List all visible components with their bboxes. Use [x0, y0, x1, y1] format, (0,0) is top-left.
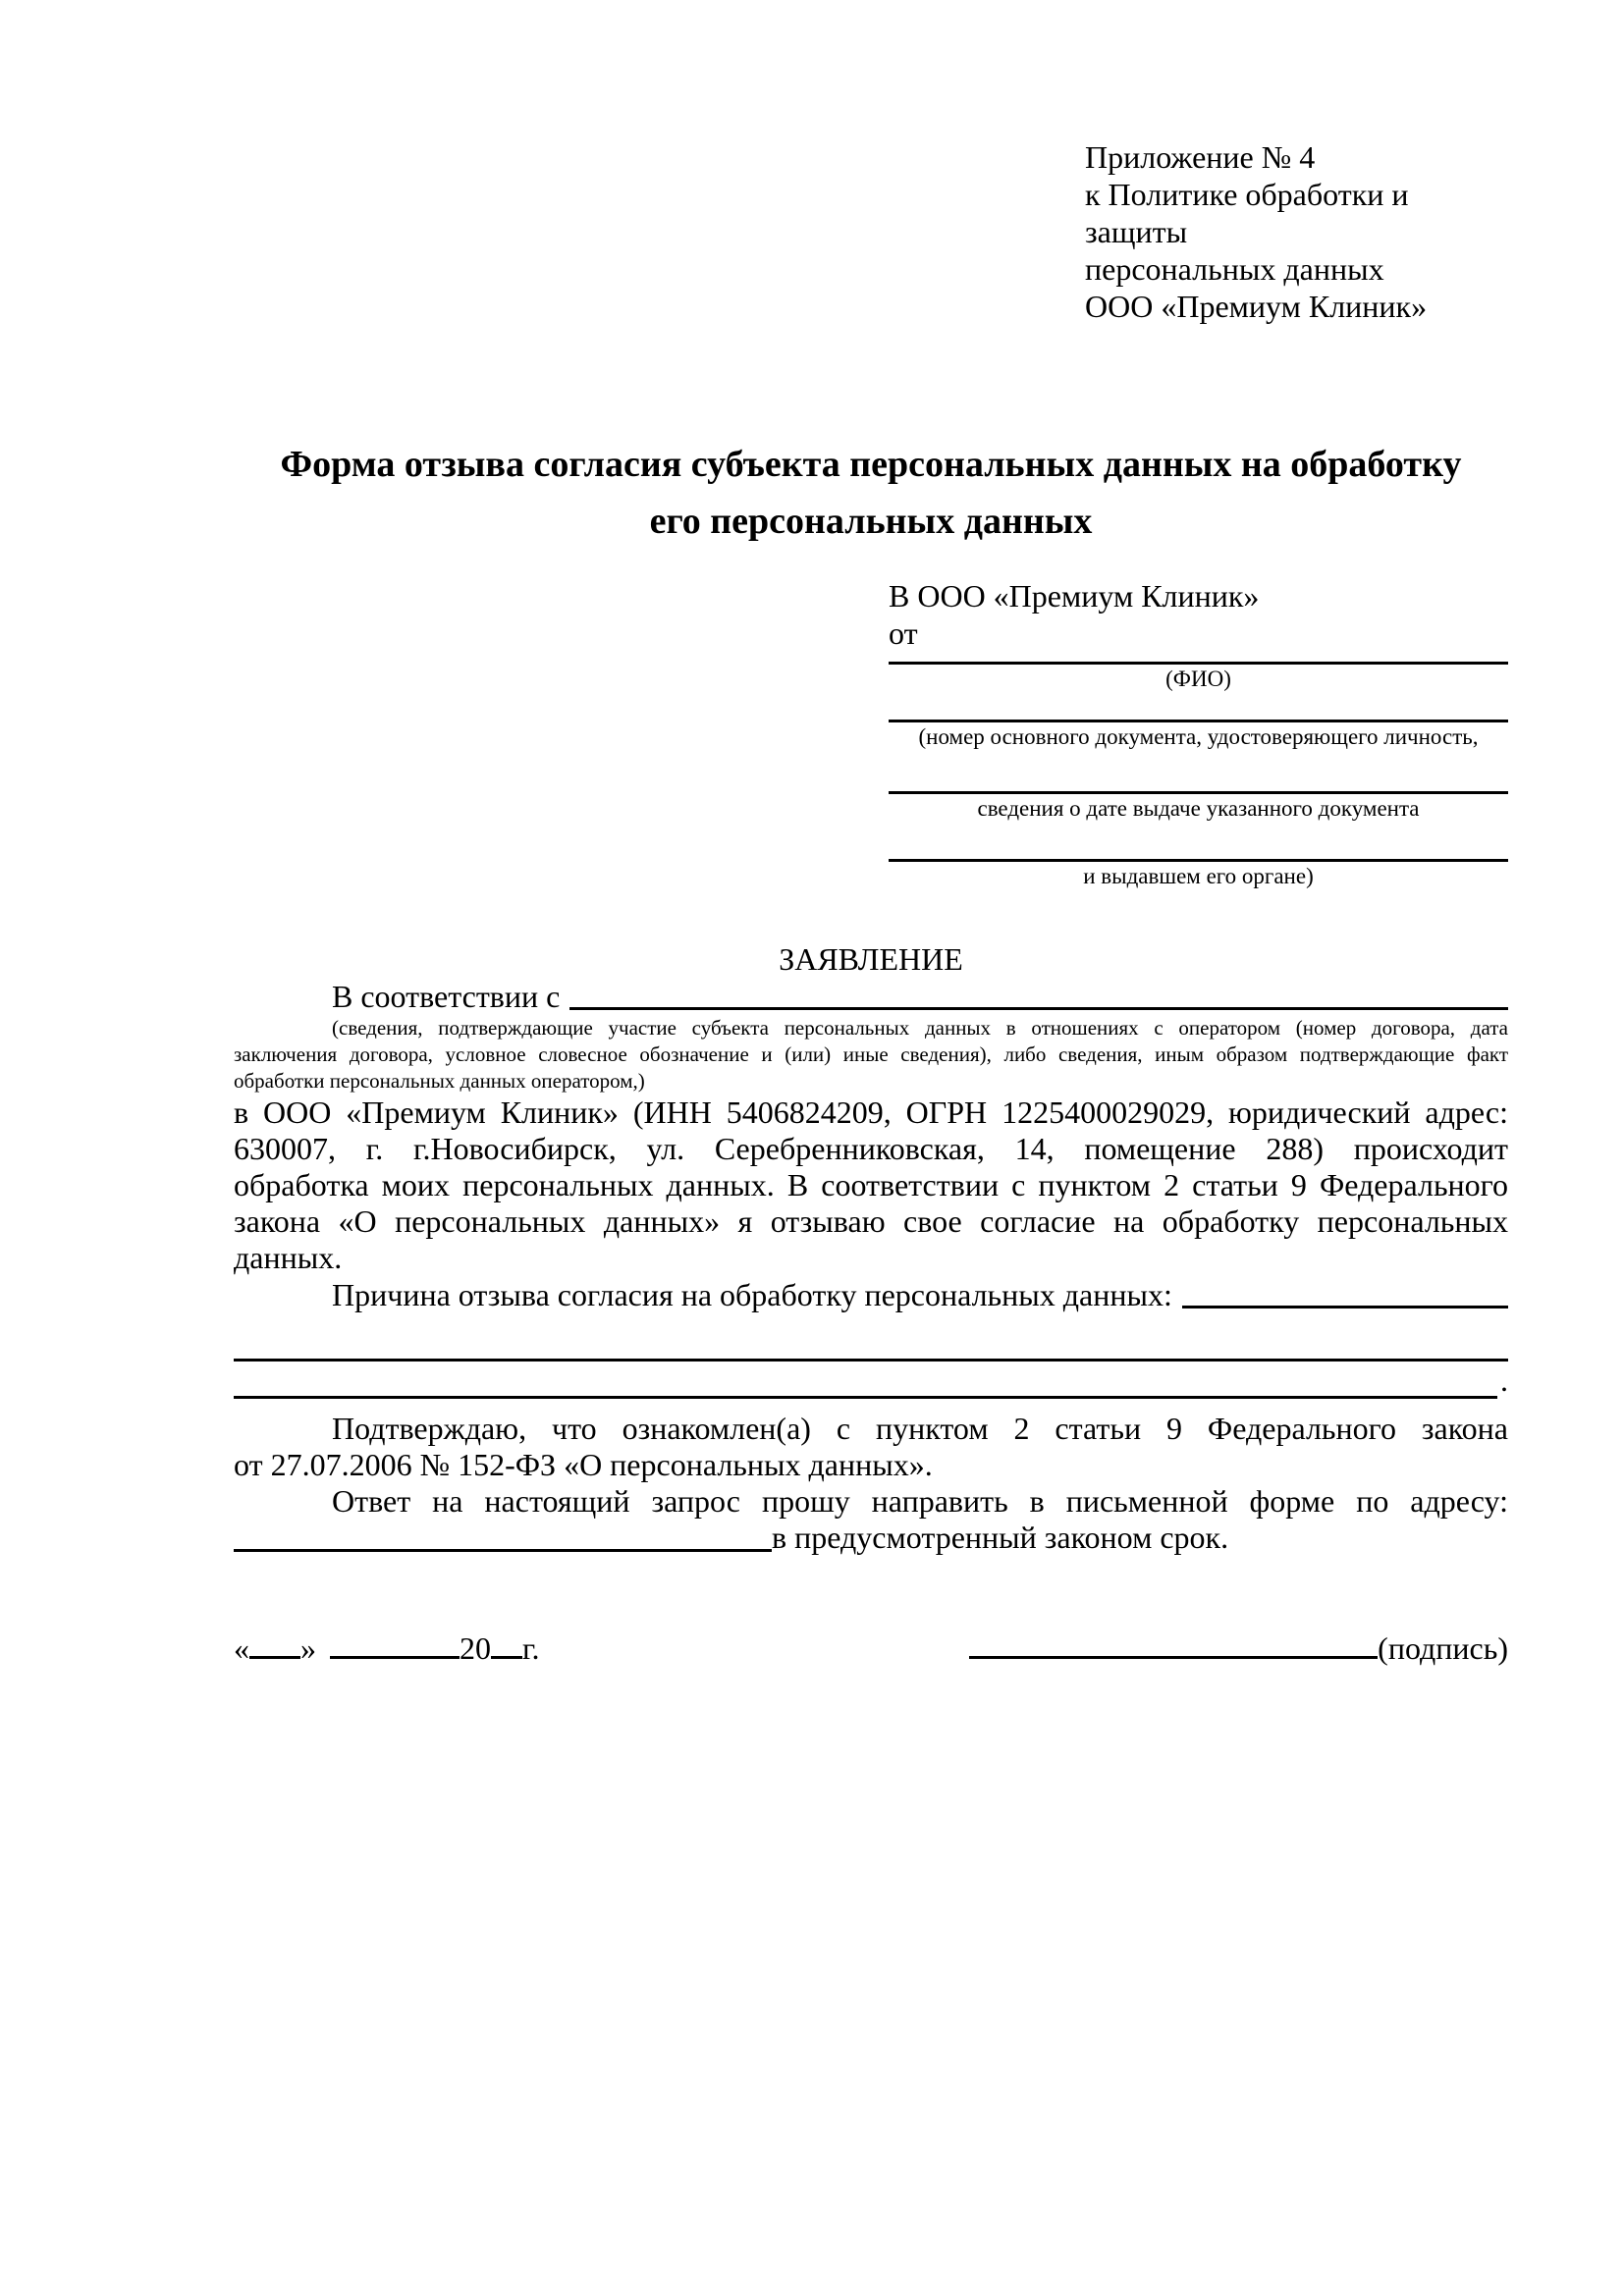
- reason-line: [234, 1276, 1508, 1313]
- date-field: [234, 1629, 540, 1668]
- appendix-block: [1085, 138, 1508, 325]
- reason-writing-line-2-row: [234, 1362, 1508, 1399]
- body-line: в ООО «Премиум Клиник» (ИНН 5406824209, ОГРН 1225400029029, юридический адрес:: [234, 1095, 1508, 1130]
- body-line: обработка моих персональных данных. В соответствии с пунктом 2 статьи 9 Федерального: [234, 1167, 1508, 1202]
- fio-caption: (ФИО): [1165, 667, 1231, 691]
- signature-field: [969, 1629, 1508, 1668]
- year-prefix: 20: [460, 1630, 491, 1666]
- id-document-field-line: [889, 694, 1508, 722]
- year-suffix: г.: [522, 1630, 540, 1666]
- signature-caption: (подпись): [1378, 1630, 1508, 1666]
- reason-writing-line-2: [234, 1362, 1497, 1399]
- body-line: 630007, г. г.Новосибирск, ул. Серебренниковская, 14, помещение 288) происходит: [234, 1131, 1508, 1166]
- body-line: закона «О персональных данных» я отзываю свое согласие на обработку персональных: [234, 1203, 1508, 1239]
- paragraph-indent: [234, 978, 332, 1015]
- reason-label: Причина отзыва согласия на обработку персональных данных:: [332, 1277, 1172, 1312]
- reason-writing-line-1: [234, 1313, 1508, 1362]
- addressee-organization: В ООО «Премиум Клиник»: [889, 578, 1260, 614]
- appendix-line: персональных данных: [1085, 251, 1384, 287]
- reply-tail: в предусмотренный законом срок.: [772, 1520, 1229, 1555]
- confirmation-paragraph: [234, 1411, 1508, 1483]
- addressee-block: [889, 577, 1508, 891]
- issue-date-caption: сведения о дате выдаче указанного документа: [977, 796, 1420, 821]
- footer-spacer: [540, 1629, 970, 1668]
- reply-address-row: [234, 1520, 1508, 1556]
- document-title: [234, 436, 1508, 550]
- intro-blank-line: [569, 978, 1508, 1010]
- footnote-line: обработки персональных данных оператором,): [234, 1069, 645, 1093]
- paragraph-indent: [234, 1276, 332, 1313]
- intro-line: [234, 978, 1508, 1015]
- sentence-period: .: [1500, 1362, 1508, 1398]
- issue-date-field-line: [889, 752, 1508, 794]
- issuer-caption: и выдавшем его органе): [1083, 864, 1314, 888]
- appendix-line: ООО «Премиум Клиник»: [1085, 289, 1428, 324]
- year-blank-line: [491, 1654, 522, 1659]
- appendix-line: Приложение № 4: [1085, 139, 1316, 175]
- footnote-block: [234, 1015, 1508, 1095]
- document-title-line: Форма отзыва согласия субъекта персональных данных на обработку: [280, 444, 1462, 485]
- day-quote-close: »: [300, 1630, 316, 1666]
- address-blank-line: [234, 1520, 772, 1552]
- document-title-line: его персональных данных: [649, 501, 1093, 542]
- statement-body-paragraph: [234, 1095, 1508, 1276]
- reply-paragraph: [234, 1483, 1508, 1556]
- reason-blank-line: [1182, 1276, 1508, 1308]
- id-document-caption: (номер основного документа, удостоверяющего личность,: [918, 724, 1479, 749]
- statement-heading: ЗАЯВЛЕНИЕ: [779, 941, 963, 977]
- from-label: от: [889, 615, 918, 651]
- fio-field-line: [889, 652, 1508, 665]
- month-blank-line: [330, 1654, 460, 1659]
- signature-blank-line: [969, 1654, 1378, 1659]
- footnote-line: (сведения, подтверждающие участие субъекта персональных данных в отношениях с оператором (номер договора, дата: [332, 1016, 1508, 1040]
- reply-line: Ответ на настоящий запрос прошу направить в письменной форме по адресу:: [332, 1483, 1508, 1519]
- date-signature-row: [234, 1629, 1508, 1668]
- day-quote-open: «: [234, 1630, 249, 1666]
- body-line: данных.: [234, 1240, 343, 1275]
- confirmation-line: Подтверждаю, что ознакомлен(а) с пунктом 2 статьи 9 Федерального закона: [332, 1411, 1508, 1446]
- issuer-field-line: [889, 824, 1508, 862]
- confirmation-line: от 27.07.2006 № 152-ФЗ «О персональных данных».: [234, 1447, 933, 1482]
- day-blank-line: [249, 1654, 300, 1659]
- footnote-line: заключения договора, условное словесное обозначение и (или) иные сведения), либо сведения, иным образом подтверждающие факт: [234, 1042, 1508, 1066]
- intro-prefix: В соответствии с: [332, 979, 561, 1014]
- appendix-line: к Политике обработки и защиты: [1085, 177, 1409, 249]
